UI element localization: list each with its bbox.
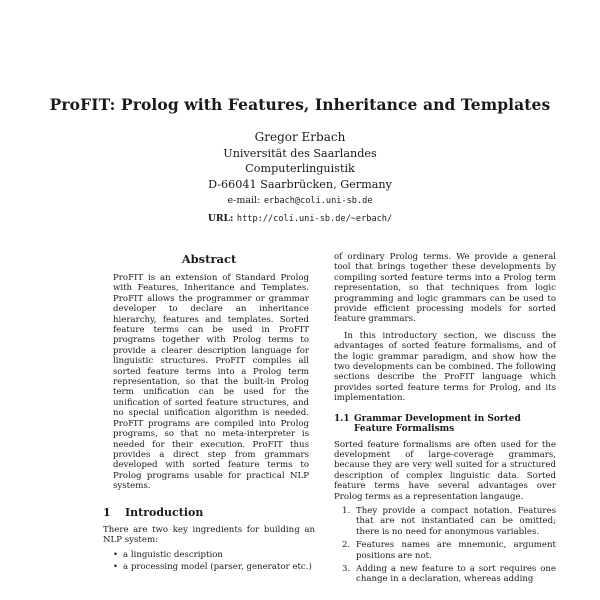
right-column — [334, 252, 556, 588]
subsection-number: 1.1 — [334, 413, 350, 424]
advantages-list — [342, 506, 556, 585]
list-item-text: a linguistic description — [123, 550, 223, 561]
list-item-text: Features names are mnemonic, argument positions are not. — [356, 540, 556, 561]
body-paragraph: of ordinary Prolog terms. We provide a general tool that brings together these developments by compiling sorted feature terms into a Prolog term representation, so that techniques from logic programming and logic grammars can be used to provide efficient processing models for sorted feature grammars. — [334, 252, 556, 325]
paper-title: ProFIT: Prolog with Features, Inheritance and Templates — [49, 95, 551, 114]
url-label: URL: — [207, 212, 234, 224]
body-paragraph: In this introductory section, we discuss the advantages of sorted feature formalisms, and of the logic grammar paradigm, and show how the two developments can be combined. The following sections describe the ProFIT language which provides sorted feature terms for Prolog, and its implementation. — [334, 330, 556, 404]
item-number: 1. — [342, 505, 351, 516]
email-label: e-mail: — [227, 195, 261, 206]
left-column — [103, 252, 315, 573]
affiliation-department: Computerlinguistik — [245, 162, 355, 175]
url-address[interactable]: http://coli.uni-sb.de/~erbach/ — [236, 213, 393, 224]
list-item — [113, 561, 315, 573]
section-intro-text: There are two key ingredients for building an NLP system: — [103, 524, 315, 545]
email-line — [0, 192, 600, 210]
item-number: 2. — [342, 540, 351, 551]
abstract — [103, 252, 315, 492]
email-address[interactable]: erbach@coli.uni-sb.de — [263, 196, 373, 206]
affiliation-university: Universität des Saarlandes — [223, 146, 377, 160]
section-heading — [103, 506, 315, 519]
author-name: Gregor Erbach — [254, 130, 346, 144]
abstract-text: ProFIT is an extension of Standard Prolog with Features, Inheritance and Templates. ProFIT allows the programmer or grammar developer to declare an inheritance hierarchy, features and templates. Sorted feature terms can be used in ProFIT programs together with Prolog terms to provide a clearer description language for linguistic structures. ProFIT compiles all sorted feature terms into a Prolog term representation, so that the built-in Prolog term unification can be used for the unification of sorted feature structures, and no special unification algorithm is needed. ProFIT programs are compiled into Prolog programs, so that no meta-interpreter is needed for their execution. ProFIT thus provides a direct step from grammars developed with sorted feature terms to Prolog programs usable for practical NLP systems. — [113, 273, 309, 492]
ingredient-list — [113, 549, 315, 573]
item-number: 3. — [342, 563, 351, 574]
url-line — [0, 210, 600, 228]
affiliation-address: D-66041 Saarbrücken, Germany — [208, 177, 392, 191]
list-item — [342, 506, 556, 537]
list-item — [113, 549, 315, 561]
list-item — [342, 540, 556, 561]
subsection-title: Grammar Development in Sorted Feature Formalisms — [354, 413, 521, 435]
list-item — [342, 564, 556, 585]
bullet-icon: • — [113, 550, 119, 561]
body-paragraph: Sorted feature formalisms are often used for the development of large-coverage grammars, because they are very well suited for a structured description of complex linguistic data. Sorted feature terms have several advantages over Prolog terms as a representation langauge. — [334, 439, 556, 502]
abstract-heading: Abstract — [181, 252, 237, 266]
subsection-heading — [334, 414, 556, 435]
list-item-text: They provide a compact notation. Features that are not instantiated can be omitted; there is no need for anonymous variables. — [356, 505, 556, 537]
author-block — [0, 130, 600, 227]
section-title: Introduction — [125, 505, 204, 519]
section-number: 1 — [103, 505, 111, 519]
bullet-icon: • — [113, 562, 119, 573]
list-item-text: Adding a new feature to a sort requires one change in a declaration, whereas adding — [356, 563, 556, 585]
list-item-text: a processing model (parser, generator etc.) — [123, 562, 312, 573]
